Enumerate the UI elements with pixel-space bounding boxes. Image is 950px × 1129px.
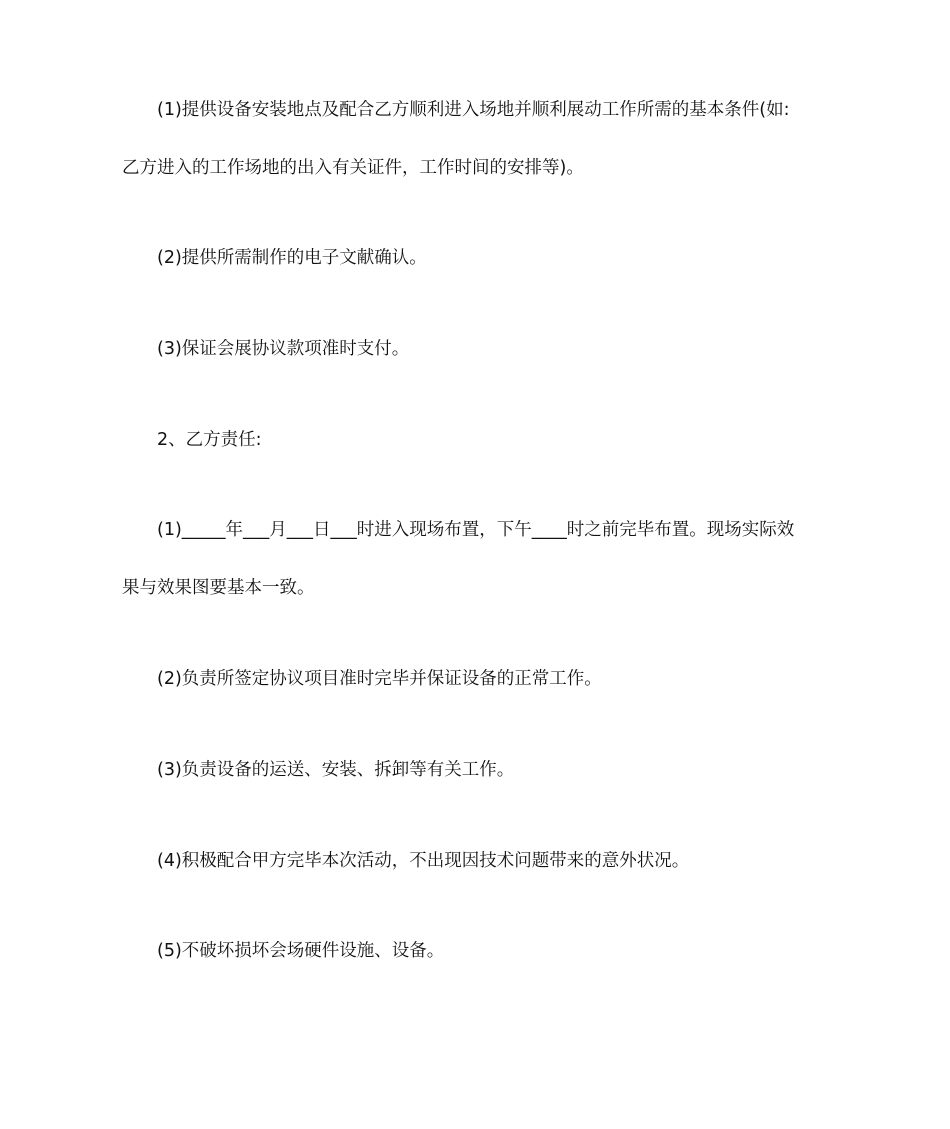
paragraph-8-text: (4)积极配合甲方完毕本次活动，不出现因技术问题带来的意外状况。 [157,851,690,871]
paragraph-1-line-1 [122,80,822,140]
section-heading-party-b [122,410,822,470]
paragraph-5-line-2 [122,558,822,618]
paragraph-5-text-line-1: (1)_____年___月___日___时进入现场布置，下午____时之前完毕布置。现场实际效 [157,520,795,540]
paragraph-3 [122,319,822,379]
paragraph-9 [122,921,822,981]
paragraph-1-text-line-2: 乙方进入的工作场地的出入有关证件，工作时间的安排等)。 [122,158,584,178]
paragraph-6 [122,649,822,709]
paragraph-3-text: (3)保证会展协议款项准时支付。 [157,339,410,359]
paragraph-2 [122,228,822,288]
paragraph-7-text: (3)负责设备的运送、安装、拆卸等有关工作。 [157,760,515,780]
paragraph-8 [122,831,822,891]
paragraph-5-line-1 [122,500,822,560]
paragraph-1-text-line-1: (1)提供设备安装地点及配合乙方顺利进入场地并顺利展动工作所需的基本条件(如: [157,100,790,120]
paragraph-6-text: (2)负责所签定协议项目准时完毕并保证设备的正常工作。 [157,669,602,689]
paragraph-1-line-2 [122,138,822,198]
paragraph-9-text: (5)不破坏损坏会场硬件设施、设备。 [157,941,445,961]
paragraph-7 [122,740,822,800]
paragraph-2-text: (2)提供所需制作的电子文献确认。 [157,248,427,268]
paragraph-5-text-line-2: 果与效果图要基本一致。 [122,578,315,598]
section-heading-text: 2、乙方责任: [157,430,262,450]
